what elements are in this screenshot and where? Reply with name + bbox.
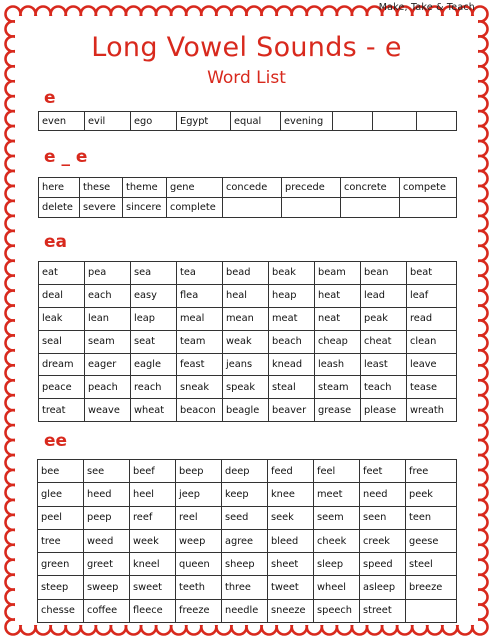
page-subtitle: Word List: [207, 68, 286, 88]
section-label-ee: ee: [44, 431, 68, 451]
word-cell: sweet: [130, 576, 176, 599]
word-cell: gene: [167, 178, 223, 198]
word-cell: lean: [85, 307, 131, 330]
word-cell: beaver: [269, 399, 315, 422]
word-cell: [282, 198, 341, 218]
word-cell: steep: [38, 576, 84, 599]
word-cell: concrete: [341, 178, 400, 198]
word-cell: asleep: [360, 576, 406, 599]
word-cell: queen: [176, 553, 222, 576]
table-row: [38, 599, 457, 622]
word-cell: keep: [222, 483, 268, 506]
word-cell: weave: [85, 399, 131, 422]
word-cell: breeze: [406, 576, 457, 599]
word-cell: steel: [406, 553, 457, 576]
table-row: [38, 460, 457, 483]
word-cell: severe: [80, 198, 123, 218]
table-row: [39, 376, 457, 399]
word-cell: seam: [85, 330, 131, 353]
word-cell: leak: [39, 307, 85, 330]
word-table-e-e: [38, 177, 457, 218]
word-cell: easy: [131, 284, 177, 307]
word-cell: cheek: [314, 529, 360, 552]
word-cell: feed: [268, 460, 314, 483]
word-cell: tree: [38, 529, 84, 552]
word-cell: beak: [269, 262, 315, 285]
word-cell: teen: [406, 506, 457, 529]
word-cell: each: [85, 284, 131, 307]
word-cell: kneel: [130, 553, 176, 576]
word-cell: peek: [406, 483, 457, 506]
word-cell: teach: [361, 376, 407, 399]
word-cell: beat: [407, 262, 457, 285]
word-cell: reel: [176, 506, 222, 529]
word-cell: precede: [282, 178, 341, 198]
word-cell: neat: [315, 307, 361, 330]
word-cell: street: [360, 599, 406, 622]
brand-label: Make, Take & Teach: [378, 2, 475, 13]
word-cell: heel: [130, 483, 176, 506]
word-cell: reach: [131, 376, 177, 399]
word-cell: bee: [38, 460, 84, 483]
word-cell: peel: [38, 506, 84, 529]
word-cell: here: [39, 178, 80, 198]
word-cell: beep: [176, 460, 222, 483]
word-cell: reef: [130, 506, 176, 529]
word-cell: cheap: [315, 330, 361, 353]
table-row: [39, 284, 457, 307]
word-cell: seek: [268, 506, 314, 529]
word-cell: chesse: [38, 599, 84, 622]
word-cell: steal: [269, 376, 315, 399]
table-row: [39, 262, 457, 285]
word-cell: need: [360, 483, 406, 506]
word-cell: green: [38, 553, 84, 576]
word-cell: seal: [39, 330, 85, 353]
word-cell: wheat: [131, 399, 177, 422]
word-cell: needle: [222, 599, 268, 622]
word-cell: compete: [400, 178, 457, 198]
word-cell: feel: [314, 460, 360, 483]
section-label-e: e: [44, 88, 56, 108]
word-cell: mean: [223, 307, 269, 330]
word-cell: geese: [406, 529, 457, 552]
word-cell: concede: [223, 178, 282, 198]
word-cell: see: [84, 460, 130, 483]
word-cell: seed: [222, 506, 268, 529]
word-cell: beach: [269, 330, 315, 353]
word-cell: coffee: [84, 599, 130, 622]
word-cell: free: [406, 460, 457, 483]
word-cell: lead: [361, 284, 407, 307]
word-cell: deep: [222, 460, 268, 483]
word-cell: clean: [407, 330, 457, 353]
table-row: [38, 506, 457, 529]
word-cell: meat: [269, 307, 315, 330]
word-cell: [406, 599, 457, 622]
word-cell: agree: [222, 529, 268, 552]
word-cell: [223, 198, 282, 218]
table-row: [38, 483, 457, 506]
word-cell: feast: [177, 353, 223, 376]
word-cell: evening: [281, 112, 333, 131]
word-cell: read: [407, 307, 457, 330]
word-cell: tea: [177, 262, 223, 285]
word-cell: [373, 112, 417, 131]
word-cell: jeep: [176, 483, 222, 506]
word-cell: heap: [269, 284, 315, 307]
table-row: [39, 307, 457, 330]
word-cell: dream: [39, 353, 85, 376]
word-cell: eager: [85, 353, 131, 376]
table-row: [39, 198, 457, 218]
table-row: [39, 353, 457, 376]
section-label-ea: ea: [44, 232, 68, 252]
word-cell: bead: [223, 262, 269, 285]
word-cell: tweet: [268, 576, 314, 599]
word-cell: speech: [314, 599, 360, 622]
word-cell: cheat: [361, 330, 407, 353]
word-cell: treat: [39, 399, 85, 422]
word-cell: tease: [407, 376, 457, 399]
word-cell: peep: [84, 506, 130, 529]
word-cell: seat: [131, 330, 177, 353]
word-cell: peak: [361, 307, 407, 330]
word-cell: weak: [223, 330, 269, 353]
word-cell: grease: [315, 399, 361, 422]
table-row: [39, 399, 457, 422]
word-cell: teeth: [176, 576, 222, 599]
word-cell: [333, 112, 373, 131]
word-cell: deal: [39, 284, 85, 307]
table-row: [38, 576, 457, 599]
word-cell: sneak: [177, 376, 223, 399]
word-cell: evil: [85, 112, 131, 131]
word-cell: ego: [131, 112, 177, 131]
word-cell: steam: [315, 376, 361, 399]
word-cell: jeans: [223, 353, 269, 376]
word-cell: seen: [360, 506, 406, 529]
word-cell: please: [361, 399, 407, 422]
word-cell: sea: [131, 262, 177, 285]
word-cell: three: [222, 576, 268, 599]
word-table-ea: [38, 261, 457, 422]
word-cell: [400, 198, 457, 218]
word-cell: sweep: [84, 576, 130, 599]
word-cell: delete: [39, 198, 80, 218]
word-cell: equal: [231, 112, 281, 131]
word-cell: sheep: [222, 553, 268, 576]
word-cell: greet: [84, 553, 130, 576]
word-cell: leap: [131, 307, 177, 330]
word-cell: bean: [361, 262, 407, 285]
word-cell: weed: [84, 529, 130, 552]
word-cell: beef: [130, 460, 176, 483]
word-cell: week: [130, 529, 176, 552]
word-cell: complete: [167, 198, 223, 218]
word-cell: eat: [39, 262, 85, 285]
word-cell: creek: [360, 529, 406, 552]
word-cell: speak: [223, 376, 269, 399]
word-cell: leash: [315, 353, 361, 376]
table-row: [39, 178, 457, 198]
word-table-ee: [37, 459, 457, 623]
word-cell: meal: [177, 307, 223, 330]
table-row: [39, 112, 457, 131]
word-table-e: [38, 111, 457, 131]
word-cell: beacon: [177, 399, 223, 422]
word-cell: these: [80, 178, 123, 198]
word-cell: flea: [177, 284, 223, 307]
word-cell: leave: [407, 353, 457, 376]
word-cell: bleed: [268, 529, 314, 552]
word-cell: heed: [84, 483, 130, 506]
word-cell: beagle: [223, 399, 269, 422]
table-row: [38, 553, 457, 576]
word-cell: knead: [269, 353, 315, 376]
word-cell: peach: [85, 376, 131, 399]
word-cell: fleece: [130, 599, 176, 622]
word-cell: speed: [360, 553, 406, 576]
word-cell: team: [177, 330, 223, 353]
word-cell: heal: [223, 284, 269, 307]
word-cell: glee: [38, 483, 84, 506]
word-cell: even: [39, 112, 85, 131]
word-cell: freeze: [176, 599, 222, 622]
word-cell: eagle: [131, 353, 177, 376]
word-cell: feet: [360, 460, 406, 483]
word-cell: least: [361, 353, 407, 376]
word-cell: pea: [85, 262, 131, 285]
table-row: [39, 330, 457, 353]
word-cell: sneeze: [268, 599, 314, 622]
word-cell: wheel: [314, 576, 360, 599]
word-cell: sheet: [268, 553, 314, 576]
word-cell: theme: [123, 178, 167, 198]
word-cell: heat: [315, 284, 361, 307]
page-title: Long Vowel Sounds - e: [91, 32, 402, 63]
word-cell: [341, 198, 400, 218]
word-cell: knee: [268, 483, 314, 506]
word-cell: sincere: [123, 198, 167, 218]
section-label-e-e: e _ e: [44, 147, 88, 167]
word-cell: wreath: [407, 399, 457, 422]
word-cell: sleep: [314, 553, 360, 576]
word-cell: Egypt: [177, 112, 231, 131]
word-cell: meet: [314, 483, 360, 506]
word-cell: weep: [176, 529, 222, 552]
word-cell: peace: [39, 376, 85, 399]
word-cell: beam: [315, 262, 361, 285]
word-cell: leaf: [407, 284, 457, 307]
table-row: [38, 529, 457, 552]
word-cell: seem: [314, 506, 360, 529]
word-cell: [417, 112, 457, 131]
